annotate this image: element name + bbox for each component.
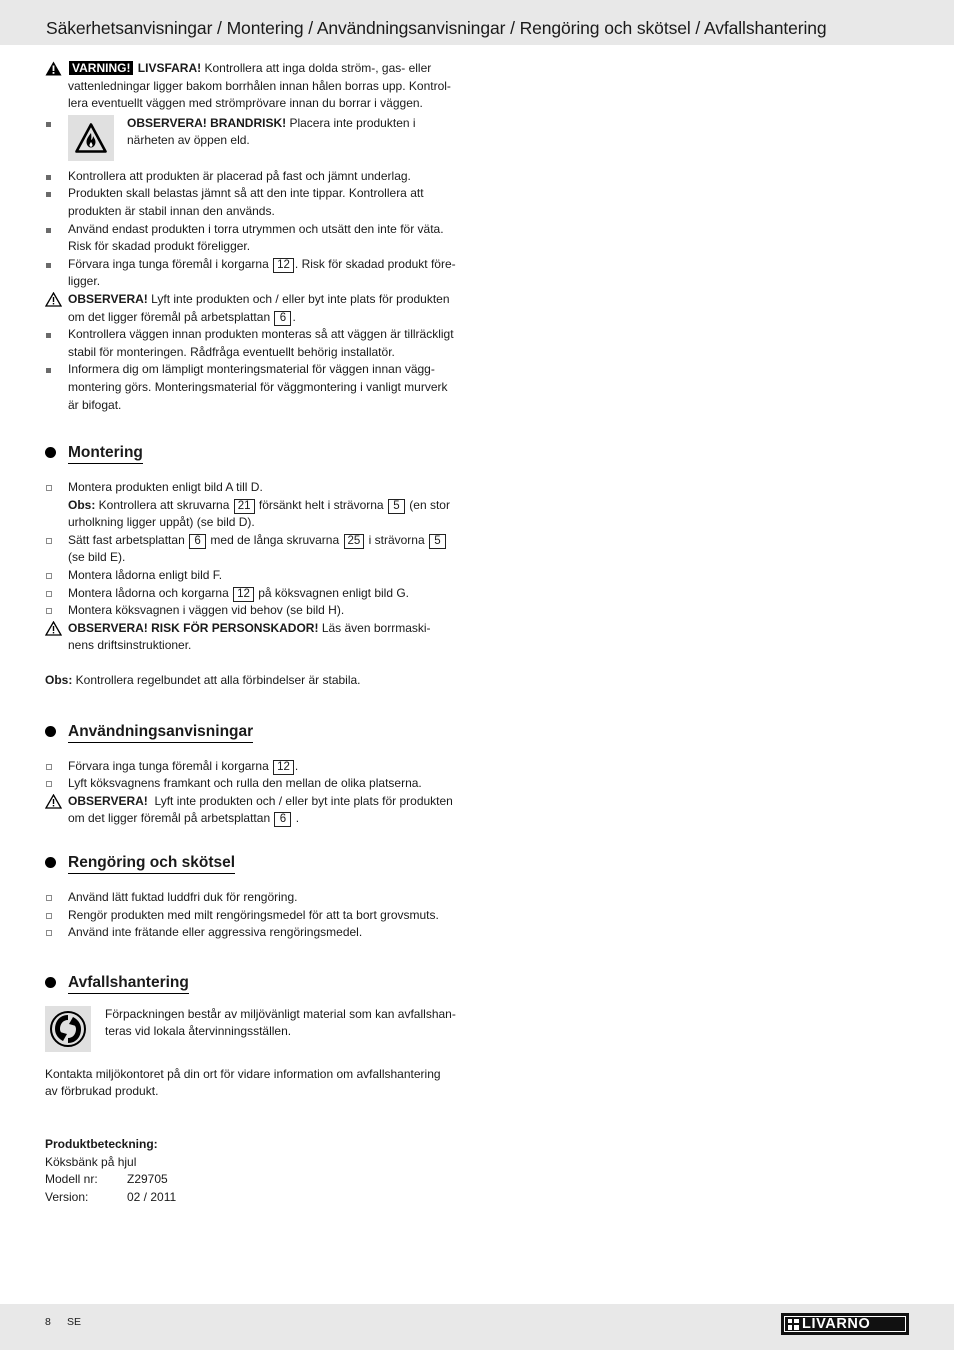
model-value: Z29705 — [127, 1172, 168, 1187]
step-text: Montera lådorna enligt bild F. — [68, 568, 223, 583]
bullet-icon — [45, 115, 63, 133]
bullet-dot-icon — [45, 857, 56, 868]
bullet-icon — [45, 168, 63, 186]
part-number: 6 — [189, 534, 206, 549]
section-heading-text: Avfallshantering — [68, 974, 189, 994]
part-number: 12 — [233, 587, 254, 602]
part-number: 5 — [388, 499, 405, 514]
caution-text: . — [292, 309, 296, 324]
recycling-text: teras vid lokala återvinningsställen. — [105, 1024, 292, 1039]
section-heading-montering — [45, 444, 475, 464]
warning-text: Kontrollera att inga dolda ström-, gas- eller — [201, 61, 432, 75]
main-column — [45, 60, 475, 1206]
caution-icon — [45, 620, 63, 636]
list-item-text: stabil för monteringen. Rådfråga eventuellt behörig installatör. — [68, 344, 395, 359]
step-text: Montera produkten enligt bild A till D. — [68, 480, 263, 495]
step-text: Lyft köksvagnens framkant och rulla den mellan de olika platserna. — [68, 776, 422, 791]
list-item — [45, 221, 475, 256]
section-heading-text: Användningsanvisningar — [68, 723, 253, 743]
list-item-text: är bifogat. — [68, 397, 122, 412]
list-item-text: . Risk för skadad produkt före- — [294, 256, 456, 271]
caution-bold: OBSERVERA! — [68, 793, 148, 808]
brand-name: LIVARNO — [802, 1316, 871, 1332]
step-item — [45, 532, 475, 567]
list-item — [45, 185, 475, 220]
disposal-text: av förbrukad produkt. — [45, 1084, 159, 1099]
caution-icon — [45, 793, 63, 809]
step-item — [45, 924, 475, 942]
step-item — [45, 907, 475, 925]
warning-bold: LIVSFARA! — [137, 61, 202, 75]
green-dot-recycling-icon — [45, 1006, 91, 1052]
bullet-dot-icon — [45, 447, 56, 458]
fire-text: närheten av öppen eld. — [127, 133, 250, 148]
step-checkbox-icon — [45, 532, 63, 550]
caution-text: Lyft inte produkten och / eller byt inte plats för produkten — [147, 291, 450, 306]
caution-text: om det ligger föremål på arbetsplattan — [68, 811, 274, 826]
step-checkbox-icon — [45, 889, 63, 907]
recycling-text: Förpackningen består av miljövänligt material som kan avfallshan- — [105, 1006, 456, 1021]
step-bold: Obs: — [68, 497, 96, 512]
step-text: på köksvagnen enligt bild G. — [254, 585, 410, 600]
caution-bold: OBSERVERA! RISK FÖR PERSONSKADOR! — [68, 620, 319, 635]
fire-text: Placera inte produkten i — [286, 115, 416, 130]
caution-text: Läs även borrmaski- — [318, 620, 431, 635]
step-text: urholkning ligger uppåt) (se bild D). — [68, 515, 255, 530]
warning-icon — [45, 60, 63, 76]
list-item — [45, 361, 475, 414]
part-number: 6 — [274, 311, 291, 326]
step-item — [45, 889, 475, 907]
version-line — [45, 1189, 475, 1207]
page-header — [0, 0, 954, 45]
step-text: i strävorna — [365, 532, 428, 547]
bullet-dot-icon — [45, 726, 56, 737]
step-item — [45, 602, 475, 620]
step-text: med de långa skruvarna — [207, 532, 343, 547]
list-item — [45, 168, 475, 186]
step-checkbox-icon — [45, 567, 63, 585]
caution-item — [45, 291, 475, 326]
step-text: Montera köksvagnen i väggen vid behov (se bild H). — [68, 603, 345, 618]
caution-bold: OBSERVERA! — [68, 291, 148, 306]
bullet-icon — [45, 256, 63, 274]
step-text: Förvara inga tunga föremål i korgarna — [68, 758, 273, 773]
model-line — [45, 1171, 475, 1189]
fire-hazard-icon — [68, 115, 114, 161]
step-checkbox-icon — [45, 758, 63, 776]
step-text: Sätt fast arbetsplattan — [68, 532, 189, 547]
section-heading-anvandning — [45, 723, 475, 743]
list-item-text: Kontrollera att produkten är placerad på fast och jämnt underlag. — [68, 168, 411, 183]
caution-text: om det ligger föremål på arbetsplattan — [68, 309, 274, 324]
note — [45, 672, 475, 690]
list-item-text: Kontrollera väggen innan produkten monteras så att väggen är tillräckligt — [68, 327, 454, 342]
section-heading-avfall — [45, 974, 475, 994]
part-number: 25 — [344, 534, 365, 549]
step-checkbox-icon — [45, 775, 63, 793]
list-item-text: Risk för skadad produkt föreligger. — [68, 239, 251, 254]
language-code: SE — [67, 1316, 82, 1328]
caution-item — [45, 620, 475, 655]
section-heading-text: Montering — [68, 444, 143, 464]
step-item — [45, 479, 475, 532]
bullet-dot-icon — [45, 977, 56, 988]
model-label: Modell nr: — [45, 1172, 98, 1187]
section-heading-rengoring — [45, 854, 475, 874]
list-item — [45, 256, 475, 291]
list-item-text: montering görs. Monteringsmaterial för väggmontering i vanligt murverk — [68, 379, 448, 394]
fire-bold: OBSERVERA! BRANDRISK! — [127, 115, 287, 130]
step-text: (en stor — [405, 497, 450, 512]
note-bold: Obs: — [45, 673, 73, 688]
step-checkbox-icon — [45, 924, 63, 942]
part-number: 5 — [429, 534, 446, 549]
part-number: 6 — [274, 812, 291, 827]
step-text: Rengör produkten med milt rengöringsmedel för att ta bort grovsmuts. — [68, 907, 439, 922]
list-item — [45, 326, 475, 361]
part-number: 12 — [273, 258, 294, 273]
page-footer — [0, 1304, 954, 1350]
warning-badge: VARNING! — [69, 61, 133, 75]
disposal-text: Kontakta miljökontoret på din ort för vidare information om avfallshantering — [45, 1066, 441, 1081]
caution-text: Lyft inte produkten och / eller byt inte plats för produkten — [147, 793, 453, 808]
version-value: 02 / 2011 — [127, 1189, 177, 1204]
bullet-icon — [45, 326, 63, 344]
step-item — [45, 775, 475, 793]
caution-item — [45, 793, 475, 828]
warning-text: lera eventuellt väggen med strömprövare innan du borrar i väggen. — [68, 96, 423, 111]
step-text: Använd inte frätande eller aggressiva rengöringsmedel. — [68, 925, 363, 940]
list-item-text: Förvara inga tunga föremål i korgarna — [68, 256, 273, 271]
step-text: Kontrollera att skruvarna — [95, 497, 233, 512]
step-checkbox-icon — [45, 907, 63, 925]
step-checkbox-icon — [45, 602, 63, 620]
version-label: Version: — [45, 1189, 89, 1204]
recycling-info — [45, 1006, 475, 1054]
warning-text: vattenledningar ligger bakom borrhålen innan hålen borras upp. Kontrol- — [68, 78, 451, 93]
brand-logo — [781, 1313, 909, 1335]
step-item — [45, 758, 475, 776]
step-text: Montera lådorna och korgarna — [68, 585, 233, 600]
step-text: (se bild E). — [68, 550, 126, 565]
bullet-icon — [45, 361, 63, 379]
caution-text: . — [292, 811, 300, 826]
fire-warning-item — [45, 115, 475, 165]
product-heading-text: Produktbeteckning: — [45, 1136, 158, 1151]
bullet-icon — [45, 221, 63, 239]
section-heading-text: Rengöring och skötsel — [68, 854, 235, 874]
step-item — [45, 585, 475, 603]
step-text: Använd lätt fuktad luddfri duk för rengöring. — [68, 890, 298, 904]
step-checkbox-icon — [45, 479, 63, 497]
caution-icon — [45, 291, 63, 307]
list-item-text: Använd endast produkten i torra utrymmen och utsätt den inte för väta. — [68, 221, 444, 236]
list-item-text: ligger. — [68, 274, 101, 289]
step-text: försänkt helt i strävorna — [255, 497, 387, 512]
page-number: 8 — [45, 1316, 51, 1328]
brand-mark-icon — [788, 1319, 799, 1330]
warning-item — [45, 60, 475, 113]
step-text: . — [294, 758, 299, 773]
note-text: Kontrollera regelbundet att alla förbindelser är stabila. — [72, 673, 361, 688]
part-number: 21 — [234, 499, 255, 514]
bullet-icon — [45, 185, 63, 203]
list-item-text: Produkten skall belastas jämnt så att den inte tippar. Kontrollera att — [68, 186, 424, 201]
step-checkbox-icon — [45, 585, 63, 603]
product-heading — [45, 1136, 475, 1154]
part-number: 12 — [273, 760, 294, 775]
page-title: Säkerhetsanvisningar / Montering / Användningsanvisningar / Rengöring och skötsel / Avfallshantering — [46, 18, 827, 38]
step-item — [45, 567, 475, 585]
caution-text: nens driftsinstruktioner. — [68, 638, 192, 653]
list-item-text: Informera dig om lämpligt monteringsmaterial för väggen innan vägg- — [68, 362, 435, 377]
list-item-text: produkten är stabil innan den används. — [68, 203, 275, 218]
product-name: Köksbänk på hjul — [45, 1154, 137, 1169]
